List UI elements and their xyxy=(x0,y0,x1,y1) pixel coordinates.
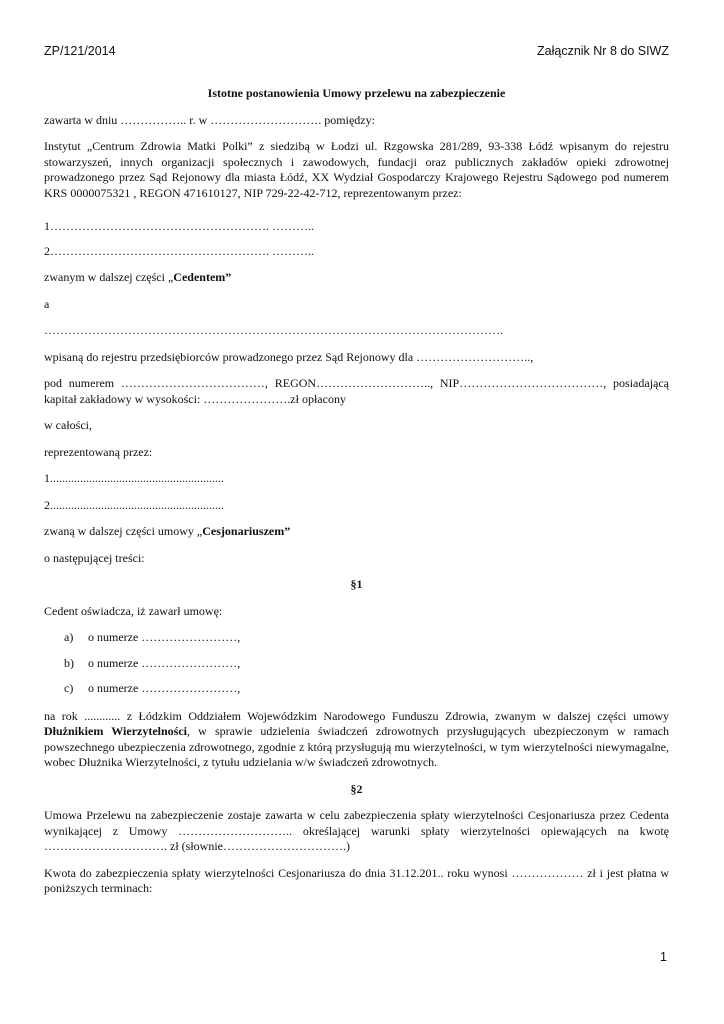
contract-item-a xyxy=(44,630,669,646)
cedent-name: Cedentem” xyxy=(173,270,232,284)
cessionary-name: Cesjonariuszem” xyxy=(202,524,291,538)
contract-item-b xyxy=(44,656,669,672)
and-connector: a xyxy=(44,296,50,311)
attachment-label: Załącznik Nr 8 do SIWZ xyxy=(537,44,669,58)
year-text-2: , w sprawie udzielenia świadczeń zdrowotnych przysługujących ubezpieczonym w ramach powszechnego ubezpieczenia zdrowotnego, zgodnie z którą przysługują mu wierzytelności, w tym wierzytelności niewymagalne, wobec Dłużnika Wierzytelności, z tytułu udzielania w/w świadczeń zdrowotnych. xyxy=(44,724,669,769)
institute-paragraph: Instytut „Centrum Zdrowia Matki Polki” z siedzibą w Łodzi ul. Rzgowska 281/289, 93-338 Łódź wpisanym do rejestru stowarzyszeń, innych organizacji społecznych i zawodowych, fundacji oraz publicznych zakładów opieki zdrowotnej prowadzonego przez Sąd Rejonowy dla miasta Łódź, XX Wydział Gospodarczy Krajowego Rejestru Sądowego pod numerem KRS 0000075321 , REGON 471610127, NIP 729-22-42-712, reprezentowanym przez: xyxy=(44,139,669,200)
following-content: o następującej treści: xyxy=(44,550,145,565)
page-number: 1 xyxy=(660,950,667,964)
assignment-paragraph: Umowa Przelewu na zabezpieczenie zostaje zawarta w celu zabezpieczenia spłaty wierzytelności Cesjonariusza przez Cedenta wynikającej z Umowy ……………………….. określającej warunki spłaty wierzytelności opiewających na kwotę …………………………. zł (słownie………………………….) xyxy=(44,808,669,853)
debtor-name: Dłużnikiem Wierzytelności xyxy=(44,724,188,738)
contract-label: a) xyxy=(64,630,74,644)
representative-1: 1………………………………………………. ……….. xyxy=(44,219,314,233)
cedent-prefix: zwanym w dalszej części „ xyxy=(44,270,174,284)
document-title: Istotne postanowienia Umowy przelewu na zabezpieczenie xyxy=(207,86,506,100)
intro-line: zawarta w dniu …………….. r. w ………………………. pomiędzy: xyxy=(44,112,375,127)
contract-text: o numerze ……………………, xyxy=(88,630,241,644)
in-full: w całości, xyxy=(44,418,92,432)
document-body xyxy=(44,86,669,897)
section-1-heading: §1 xyxy=(350,577,363,591)
amount-paragraph: Kwota do zabezpieczenia spłaty wierzytelności Cesjonariusza do dnia 31.12.201.. roku wynosi ……………… zł i jest płatna w poniższych terminach: xyxy=(44,865,669,895)
year-text-1: na rok ............ z Łódzkim Oddziałem Wojewódzkim Narodowego Funduszu Zdrowia, zwanym w dalszej części umowy xyxy=(44,708,669,723)
year-paragraph xyxy=(44,709,669,771)
section-2-heading: §2 xyxy=(350,781,363,796)
contract-text: o numerze ……………………, xyxy=(88,681,241,695)
party-line: ……………………………………………………………………………………………………. xyxy=(44,323,503,337)
representative-4: 2.......................................................... xyxy=(44,497,224,512)
representative-2: 2………………………………………………. ……….. xyxy=(44,243,314,258)
cedent-declares: Cedent oświadcza, iż zawarł umowę: xyxy=(44,603,223,618)
cessionary-definition xyxy=(44,524,669,540)
contract-item-c xyxy=(44,681,669,697)
represented-by: reprezentowaną przez: xyxy=(44,444,153,459)
contract-label: c) xyxy=(64,681,74,695)
cedent-definition xyxy=(44,270,669,286)
contract-label: b) xyxy=(64,655,74,670)
numbers-line: pod numerem ………………………………, REGON……………………….., NIP………………………………, posiadającą kapitał zakładowy w wysokości: ………………….zł opłacony xyxy=(44,376,669,406)
document-reference: ZP/121/2014 xyxy=(44,44,116,58)
contract-text: o numerze ……………………, xyxy=(88,655,241,670)
cessionary-prefix: zwaną w dalszej części umowy „ xyxy=(44,524,203,538)
registry-line: wpisaną do rejestru przedsiębiorców prowadzonego przez Sąd Rejonowy dla ……………………….., xyxy=(44,349,534,364)
representative-3: 1.......................................................... xyxy=(44,471,224,485)
